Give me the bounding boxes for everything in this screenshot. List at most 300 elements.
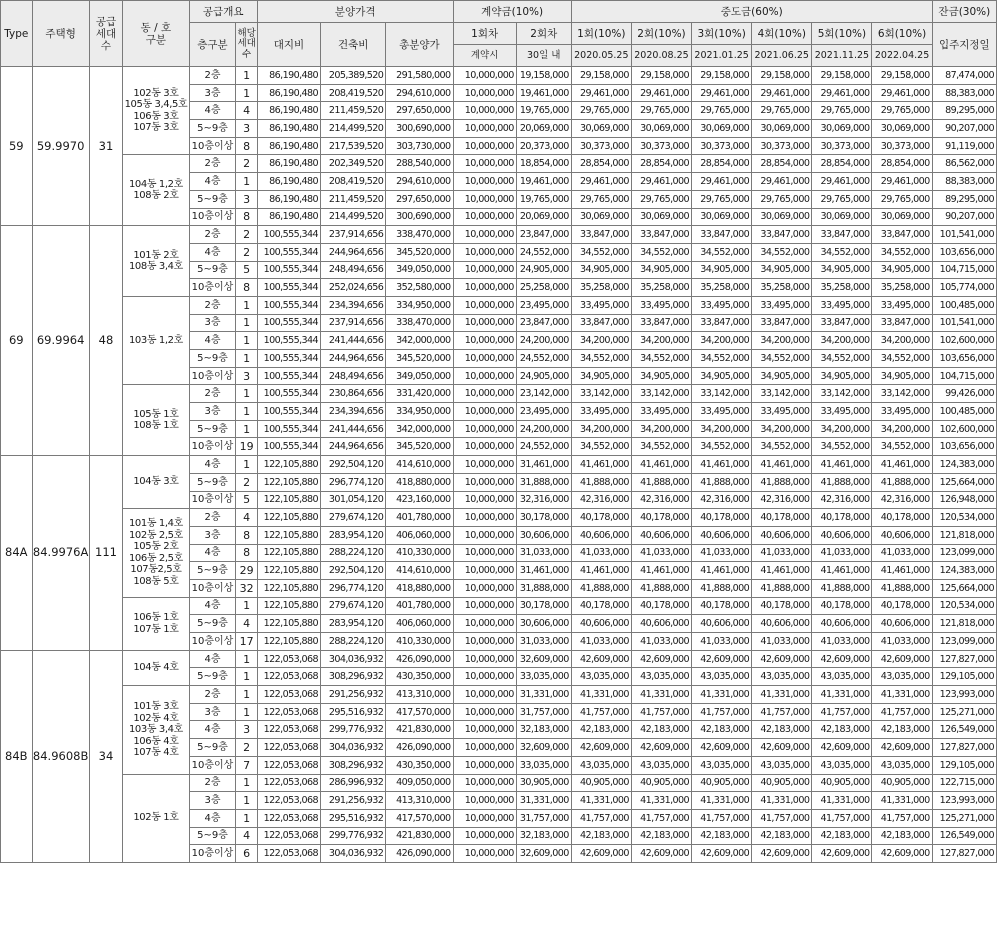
middle-payment-1-cell: 42,316,000 xyxy=(571,491,631,509)
middle-payment-4-cell: 42,183,000 xyxy=(752,721,812,739)
floor-cell: 4층 xyxy=(189,173,236,191)
units-cell: 1 xyxy=(236,385,257,403)
units-cell: 1 xyxy=(236,597,257,615)
middle-payment-4-cell: 42,609,000 xyxy=(752,739,812,757)
header-building-cost: 건축비 xyxy=(321,23,386,67)
building-cost-cell: 211,459,520 xyxy=(321,190,386,208)
deposit-1-cell: 10,000,000 xyxy=(453,385,516,403)
middle-payment-6-cell: 41,331,000 xyxy=(872,686,932,704)
middle-payment-6-cell: 40,905,000 xyxy=(872,774,932,792)
middle-payment-3-cell: 34,552,000 xyxy=(692,243,752,261)
balance-cell: 88,383,000 xyxy=(932,84,996,102)
deposit-1-cell: 10,000,000 xyxy=(453,261,516,279)
middle-payment-5-cell: 29,461,000 xyxy=(812,173,872,191)
building-cost-cell: 304,036,932 xyxy=(321,845,386,863)
deposit-1-cell: 10,000,000 xyxy=(453,686,516,704)
land-cost-cell: 86,190,480 xyxy=(257,155,320,173)
deposit-1-cell: 10,000,000 xyxy=(453,173,516,191)
land-cost-cell: 100,555,344 xyxy=(257,314,320,332)
middle-payment-6-cell: 41,331,000 xyxy=(872,792,932,810)
total-price-cell: 349,050,000 xyxy=(386,367,453,385)
middle-payment-1-cell: 34,552,000 xyxy=(571,438,631,456)
balance-cell: 126,948,000 xyxy=(932,491,996,509)
middle-payment-5-cell: 34,905,000 xyxy=(812,261,872,279)
middle-payment-4-cell: 41,033,000 xyxy=(752,633,812,651)
dong-ho-cell: 101동 2호 108동 3,4호 xyxy=(123,226,189,297)
middle-payment-6-cell: 41,757,000 xyxy=(872,809,932,827)
middle-payment-3-cell: 30,373,000 xyxy=(692,137,752,155)
land-cost-cell: 86,190,480 xyxy=(257,102,320,120)
floor-cell: 5~9층 xyxy=(189,668,236,686)
middle-payment-5-cell: 43,035,000 xyxy=(812,756,872,774)
land-cost-cell: 122,053,068 xyxy=(257,792,320,810)
middle-payment-3-cell: 33,142,000 xyxy=(692,385,752,403)
total-price-cell: 345,520,000 xyxy=(386,438,453,456)
units-cell: 1 xyxy=(236,67,257,85)
deposit-2-cell: 32,316,000 xyxy=(516,491,571,509)
floor-cell: 2층 xyxy=(189,296,236,314)
balance-cell: 104,715,000 xyxy=(932,261,996,279)
middle-payment-2-cell: 41,331,000 xyxy=(631,686,691,704)
middle-payment-5-cell: 28,854,000 xyxy=(812,155,872,173)
units-cell: 1 xyxy=(236,173,257,191)
middle-payment-2-cell: 41,033,000 xyxy=(631,633,691,651)
deposit-1-cell: 10,000,000 xyxy=(453,190,516,208)
deposit-2-cell: 24,552,000 xyxy=(516,243,571,261)
middle-payment-2-cell: 41,033,000 xyxy=(631,544,691,562)
building-cost-cell: 217,539,520 xyxy=(321,137,386,155)
balance-cell: 101,541,000 xyxy=(932,226,996,244)
floor-cell: 10층이상 xyxy=(189,756,236,774)
land-cost-cell: 86,190,480 xyxy=(257,67,320,85)
deposit-2-cell: 31,461,000 xyxy=(516,456,571,474)
middle-payment-1-cell: 28,854,000 xyxy=(571,155,631,173)
deposit-2-cell: 23,495,000 xyxy=(516,403,571,421)
housing-type-cell: 84.9976A xyxy=(32,456,89,651)
middle-payment-3-cell: 34,905,000 xyxy=(692,367,752,385)
middle-payment-4-cell: 41,331,000 xyxy=(752,792,812,810)
header-mid-date-4: 2021.06.25 xyxy=(752,45,812,67)
units-cell: 2 xyxy=(236,226,257,244)
deposit-1-cell: 10,000,000 xyxy=(453,544,516,562)
middle-payment-4-cell: 41,757,000 xyxy=(752,809,812,827)
deposit-1-cell: 10,000,000 xyxy=(453,438,516,456)
middle-payment-5-cell: 41,888,000 xyxy=(812,579,872,597)
deposit-1-cell: 10,000,000 xyxy=(453,615,516,633)
floor-cell: 10층이상 xyxy=(189,845,236,863)
middle-payment-5-cell: 41,888,000 xyxy=(812,473,872,491)
middle-payment-4-cell: 30,069,000 xyxy=(752,120,812,138)
middle-payment-4-cell: 41,461,000 xyxy=(752,562,812,580)
middle-payment-2-cell: 33,847,000 xyxy=(631,314,691,332)
middle-payment-2-cell: 40,606,000 xyxy=(631,526,691,544)
middle-payment-1-cell: 29,765,000 xyxy=(571,190,631,208)
land-cost-cell: 122,105,880 xyxy=(257,491,320,509)
deposit-2-cell: 23,495,000 xyxy=(516,296,571,314)
units-cell: 3 xyxy=(236,120,257,138)
middle-payment-5-cell: 30,373,000 xyxy=(812,137,872,155)
deposit-2-cell: 31,757,000 xyxy=(516,809,571,827)
middle-payment-6-cell: 29,158,000 xyxy=(872,67,932,85)
middle-payment-6-cell: 33,847,000 xyxy=(872,226,932,244)
balance-cell: 104,715,000 xyxy=(932,367,996,385)
middle-payment-3-cell: 28,854,000 xyxy=(692,155,752,173)
balance-cell: 129,105,000 xyxy=(932,756,996,774)
floor-cell: 4층 xyxy=(189,456,236,474)
deposit-2-cell: 19,765,000 xyxy=(516,190,571,208)
middle-payment-3-cell: 41,888,000 xyxy=(692,473,752,491)
units-cell: 3 xyxy=(236,721,257,739)
floor-cell: 4층 xyxy=(189,809,236,827)
floor-cell: 3층 xyxy=(189,792,236,810)
middle-payment-4-cell: 33,495,000 xyxy=(752,296,812,314)
header-deposit-1-when: 계약시 xyxy=(453,45,516,67)
middle-payment-1-cell: 35,258,000 xyxy=(571,279,631,297)
middle-payment-3-cell: 42,609,000 xyxy=(692,739,752,757)
middle-payment-5-cell: 29,765,000 xyxy=(812,102,872,120)
balance-cell: 125,271,000 xyxy=(932,703,996,721)
middle-payment-4-cell: 41,461,000 xyxy=(752,456,812,474)
deposit-2-cell: 31,331,000 xyxy=(516,686,571,704)
middle-payment-5-cell: 34,552,000 xyxy=(812,243,872,261)
land-cost-cell: 122,053,068 xyxy=(257,668,320,686)
middle-payment-2-cell: 34,200,000 xyxy=(631,332,691,350)
middle-payment-5-cell: 34,200,000 xyxy=(812,332,872,350)
header-mid-date-1: 2020.05.25 xyxy=(571,45,631,67)
header-mid-date-6: 2022.04.25 xyxy=(872,45,932,67)
middle-payment-6-cell: 33,495,000 xyxy=(872,403,932,421)
units-cell: 3 xyxy=(236,367,257,385)
dong-ho-cell: 105동 1호 108동 1호 xyxy=(123,385,189,456)
middle-payment-1-cell: 40,606,000 xyxy=(571,526,631,544)
middle-payment-2-cell: 33,847,000 xyxy=(631,226,691,244)
deposit-2-cell: 30,606,000 xyxy=(516,526,571,544)
middle-payment-3-cell: 34,200,000 xyxy=(692,332,752,350)
middle-payment-2-cell: 29,765,000 xyxy=(631,102,691,120)
deposit-1-cell: 10,000,000 xyxy=(453,367,516,385)
middle-payment-5-cell: 42,316,000 xyxy=(812,491,872,509)
total-price-cell: 401,780,000 xyxy=(386,509,453,527)
middle-payment-3-cell: 43,035,000 xyxy=(692,756,752,774)
deposit-2-cell: 32,183,000 xyxy=(516,721,571,739)
middle-payment-5-cell: 41,331,000 xyxy=(812,686,872,704)
deposit-2-cell: 24,200,000 xyxy=(516,420,571,438)
land-cost-cell: 122,053,068 xyxy=(257,686,320,704)
middle-payment-2-cell: 40,178,000 xyxy=(631,597,691,615)
middle-payment-4-cell: 34,905,000 xyxy=(752,261,812,279)
floor-cell: 4층 xyxy=(189,544,236,562)
building-cost-cell: 244,964,656 xyxy=(321,438,386,456)
middle-payment-5-cell: 41,757,000 xyxy=(812,809,872,827)
total-price-cell: 303,730,000 xyxy=(386,137,453,155)
middle-payment-1-cell: 41,331,000 xyxy=(571,792,631,810)
total-price-cell: 417,570,000 xyxy=(386,809,453,827)
middle-payment-5-cell: 30,069,000 xyxy=(812,208,872,226)
balance-cell: 89,295,000 xyxy=(932,102,996,120)
units-cell: 2 xyxy=(236,739,257,757)
deposit-2-cell: 31,461,000 xyxy=(516,562,571,580)
deposit-1-cell: 10,000,000 xyxy=(453,350,516,368)
land-cost-cell: 122,105,880 xyxy=(257,597,320,615)
header-mid-2: 2회(10%) xyxy=(631,23,691,45)
building-cost-cell: 288,224,120 xyxy=(321,633,386,651)
middle-payment-6-cell: 40,606,000 xyxy=(872,615,932,633)
units-cell: 8 xyxy=(236,137,257,155)
building-cost-cell: 304,036,932 xyxy=(321,739,386,757)
deposit-1-cell: 10,000,000 xyxy=(453,332,516,350)
middle-payment-2-cell: 42,609,000 xyxy=(631,739,691,757)
middle-payment-3-cell: 40,606,000 xyxy=(692,615,752,633)
middle-payment-6-cell: 41,888,000 xyxy=(872,473,932,491)
floor-cell: 5~9층 xyxy=(189,473,236,491)
middle-payment-5-cell: 41,757,000 xyxy=(812,703,872,721)
middle-payment-6-cell: 34,552,000 xyxy=(872,243,932,261)
middle-payment-5-cell: 34,552,000 xyxy=(812,438,872,456)
units-cell: 1 xyxy=(236,403,257,421)
middle-payment-1-cell: 42,183,000 xyxy=(571,721,631,739)
middle-payment-3-cell: 40,905,000 xyxy=(692,774,752,792)
floor-cell: 3층 xyxy=(189,403,236,421)
deposit-1-cell: 10,000,000 xyxy=(453,279,516,297)
middle-payment-4-cell: 30,373,000 xyxy=(752,137,812,155)
balance-cell: 91,119,000 xyxy=(932,137,996,155)
middle-payment-2-cell: 33,142,000 xyxy=(631,385,691,403)
building-cost-cell: 234,394,656 xyxy=(321,403,386,421)
deposit-1-cell: 10,000,000 xyxy=(453,562,516,580)
middle-payment-1-cell: 40,606,000 xyxy=(571,615,631,633)
balance-cell: 120,534,000 xyxy=(932,509,996,527)
floor-cell: 3층 xyxy=(189,703,236,721)
floor-cell: 2층 xyxy=(189,385,236,403)
deposit-1-cell: 10,000,000 xyxy=(453,703,516,721)
floor-cell: 2층 xyxy=(189,67,236,85)
middle-payment-2-cell: 40,905,000 xyxy=(631,774,691,792)
middle-payment-3-cell: 40,178,000 xyxy=(692,509,752,527)
middle-payment-3-cell: 29,461,000 xyxy=(692,173,752,191)
middle-payment-6-cell: 34,905,000 xyxy=(872,261,932,279)
middle-payment-1-cell: 30,069,000 xyxy=(571,208,631,226)
middle-payment-2-cell: 35,258,000 xyxy=(631,279,691,297)
middle-payment-6-cell: 34,905,000 xyxy=(872,367,932,385)
middle-payment-3-cell: 40,606,000 xyxy=(692,526,752,544)
deposit-1-cell: 10,000,000 xyxy=(453,721,516,739)
middle-payment-3-cell: 30,069,000 xyxy=(692,120,752,138)
middle-payment-5-cell: 40,606,000 xyxy=(812,615,872,633)
middle-payment-2-cell: 34,552,000 xyxy=(631,438,691,456)
middle-payment-6-cell: 42,183,000 xyxy=(872,827,932,845)
balance-cell: 126,549,000 xyxy=(932,721,996,739)
dong-ho-cell: 104동 4호 xyxy=(123,650,189,685)
floor-cell: 5~9층 xyxy=(189,120,236,138)
deposit-2-cell: 31,331,000 xyxy=(516,792,571,810)
floor-cell: 10층이상 xyxy=(189,137,236,155)
middle-payment-6-cell: 40,606,000 xyxy=(872,526,932,544)
total-price-cell: 426,090,000 xyxy=(386,739,453,757)
header-mid-1: 1회(10%) xyxy=(571,23,631,45)
middle-payment-6-cell: 29,765,000 xyxy=(872,102,932,120)
middle-payment-2-cell: 34,905,000 xyxy=(631,367,691,385)
deposit-2-cell: 19,461,000 xyxy=(516,84,571,102)
middle-payment-3-cell: 42,609,000 xyxy=(692,845,752,863)
middle-payment-1-cell: 34,552,000 xyxy=(571,243,631,261)
middle-payment-5-cell: 43,035,000 xyxy=(812,668,872,686)
middle-payment-4-cell: 40,905,000 xyxy=(752,774,812,792)
total-price-cell: 406,060,000 xyxy=(386,526,453,544)
middle-payment-4-cell: 40,178,000 xyxy=(752,509,812,527)
middle-payment-3-cell: 42,316,000 xyxy=(692,491,752,509)
land-cost-cell: 100,555,344 xyxy=(257,332,320,350)
table-row xyxy=(1,509,997,527)
deposit-2-cell: 32,609,000 xyxy=(516,845,571,863)
building-cost-cell: 208,419,520 xyxy=(321,173,386,191)
middle-payment-2-cell: 34,200,000 xyxy=(631,420,691,438)
middle-payment-1-cell: 41,033,000 xyxy=(571,544,631,562)
land-cost-cell: 122,053,068 xyxy=(257,721,320,739)
total-price-cell: 406,060,000 xyxy=(386,615,453,633)
dong-ho-cell: 102동 1호 xyxy=(123,774,189,862)
building-cost-cell: 299,776,932 xyxy=(321,721,386,739)
units-cell: 4 xyxy=(236,102,257,120)
total-price-cell: 414,610,000 xyxy=(386,562,453,580)
floor-cell: 4층 xyxy=(189,102,236,120)
middle-payment-2-cell: 41,461,000 xyxy=(631,456,691,474)
header-deposit: 계약금(10%) xyxy=(453,1,571,23)
deposit-2-cell: 18,854,000 xyxy=(516,155,571,173)
middle-payment-6-cell: 41,888,000 xyxy=(872,579,932,597)
building-cost-cell: 211,459,520 xyxy=(321,102,386,120)
floor-cell: 10층이상 xyxy=(189,279,236,297)
total-price-cell: 401,780,000 xyxy=(386,597,453,615)
supply-units-cell: 111 xyxy=(89,456,123,651)
middle-payment-4-cell: 35,258,000 xyxy=(752,279,812,297)
middle-payment-5-cell: 42,609,000 xyxy=(812,845,872,863)
middle-payment-2-cell: 41,331,000 xyxy=(631,792,691,810)
balance-cell: 123,993,000 xyxy=(932,792,996,810)
deposit-2-cell: 24,552,000 xyxy=(516,350,571,368)
units-cell: 8 xyxy=(236,526,257,544)
floor-cell: 5~9층 xyxy=(189,261,236,279)
middle-payment-2-cell: 33,495,000 xyxy=(631,296,691,314)
land-cost-cell: 122,053,068 xyxy=(257,845,320,863)
land-cost-cell: 86,190,480 xyxy=(257,137,320,155)
middle-payment-6-cell: 41,757,000 xyxy=(872,703,932,721)
building-cost-cell: 230,864,656 xyxy=(321,385,386,403)
units-cell: 5 xyxy=(236,261,257,279)
middle-payment-5-cell: 40,606,000 xyxy=(812,526,872,544)
balance-cell: 88,383,000 xyxy=(932,173,996,191)
header-housing-type: 주택형 xyxy=(32,1,89,67)
middle-payment-1-cell: 43,035,000 xyxy=(571,756,631,774)
total-price-cell: 349,050,000 xyxy=(386,261,453,279)
building-cost-cell: 308,296,932 xyxy=(321,756,386,774)
deposit-2-cell: 32,183,000 xyxy=(516,827,571,845)
total-price-cell: 352,580,000 xyxy=(386,279,453,297)
balance-cell: 122,715,000 xyxy=(932,774,996,792)
land-cost-cell: 122,105,880 xyxy=(257,633,320,651)
floor-cell: 5~9층 xyxy=(189,350,236,368)
header-mid-date-3: 2021.01.25 xyxy=(692,45,752,67)
floor-cell: 4층 xyxy=(189,243,236,261)
land-cost-cell: 122,053,068 xyxy=(257,650,320,668)
table-row xyxy=(1,650,997,668)
middle-payment-2-cell: 42,609,000 xyxy=(631,845,691,863)
land-cost-cell: 100,555,344 xyxy=(257,261,320,279)
building-cost-cell: 214,499,520 xyxy=(321,208,386,226)
deposit-2-cell: 24,905,000 xyxy=(516,367,571,385)
middle-payment-4-cell: 29,461,000 xyxy=(752,84,812,102)
middle-payment-3-cell: 33,847,000 xyxy=(692,226,752,244)
middle-payment-6-cell: 28,854,000 xyxy=(872,155,932,173)
deposit-1-cell: 10,000,000 xyxy=(453,756,516,774)
header-supply-overview: 공급개요 xyxy=(189,1,257,23)
middle-payment-2-cell: 29,158,000 xyxy=(631,67,691,85)
floor-cell: 2층 xyxy=(189,226,236,244)
land-cost-cell: 86,190,480 xyxy=(257,84,320,102)
middle-payment-1-cell: 30,373,000 xyxy=(571,137,631,155)
middle-payment-6-cell: 29,461,000 xyxy=(872,173,932,191)
building-cost-cell: 279,674,120 xyxy=(321,597,386,615)
total-price-cell: 338,470,000 xyxy=(386,314,453,332)
deposit-2-cell: 31,033,000 xyxy=(516,544,571,562)
table-row xyxy=(1,385,997,403)
middle-payment-6-cell: 33,142,000 xyxy=(872,385,932,403)
deposit-1-cell: 10,000,000 xyxy=(453,792,516,810)
building-cost-cell: 237,914,656 xyxy=(321,314,386,332)
building-cost-cell: 296,774,120 xyxy=(321,473,386,491)
deposit-2-cell: 24,200,000 xyxy=(516,332,571,350)
land-cost-cell: 100,555,344 xyxy=(257,403,320,421)
middle-payment-3-cell: 33,495,000 xyxy=(692,296,752,314)
balance-cell: 126,549,000 xyxy=(932,827,996,845)
middle-payment-2-cell: 42,183,000 xyxy=(631,721,691,739)
balance-cell: 100,485,000 xyxy=(932,403,996,421)
middle-payment-1-cell: 42,609,000 xyxy=(571,845,631,863)
middle-payment-5-cell: 34,905,000 xyxy=(812,367,872,385)
total-price-cell: 418,880,000 xyxy=(386,473,453,491)
middle-payment-1-cell: 34,552,000 xyxy=(571,350,631,368)
header-mid-date-5: 2021.11.25 xyxy=(812,45,872,67)
middle-payment-5-cell: 29,158,000 xyxy=(812,67,872,85)
deposit-1-cell: 10,000,000 xyxy=(453,67,516,85)
deposit-2-cell: 19,158,000 xyxy=(516,67,571,85)
middle-payment-4-cell: 41,888,000 xyxy=(752,579,812,597)
units-cell: 8 xyxy=(236,544,257,562)
deposit-1-cell: 10,000,000 xyxy=(453,208,516,226)
middle-payment-5-cell: 35,258,000 xyxy=(812,279,872,297)
middle-payment-3-cell: 33,847,000 xyxy=(692,314,752,332)
middle-payment-1-cell: 41,331,000 xyxy=(571,686,631,704)
header-balance: 잔금(30%) xyxy=(932,1,996,23)
supply-units-cell: 48 xyxy=(89,226,123,456)
middle-payment-3-cell: 34,552,000 xyxy=(692,438,752,456)
building-cost-cell: 301,054,120 xyxy=(321,491,386,509)
land-cost-cell: 100,555,344 xyxy=(257,420,320,438)
units-cell: 1 xyxy=(236,703,257,721)
units-cell: 2 xyxy=(236,473,257,491)
building-cost-cell: 291,256,932 xyxy=(321,686,386,704)
deposit-2-cell: 31,888,000 xyxy=(516,473,571,491)
deposit-1-cell: 10,000,000 xyxy=(453,668,516,686)
middle-payment-3-cell: 41,757,000 xyxy=(692,703,752,721)
supply-units-cell: 34 xyxy=(89,650,123,862)
middle-payment-2-cell: 29,461,000 xyxy=(631,173,691,191)
deposit-2-cell: 24,552,000 xyxy=(516,438,571,456)
building-cost-cell: 244,964,656 xyxy=(321,243,386,261)
floor-cell: 4층 xyxy=(189,597,236,615)
total-price-cell: 297,650,000 xyxy=(386,102,453,120)
floor-cell: 2층 xyxy=(189,509,236,527)
middle-payment-1-cell: 41,757,000 xyxy=(571,809,631,827)
